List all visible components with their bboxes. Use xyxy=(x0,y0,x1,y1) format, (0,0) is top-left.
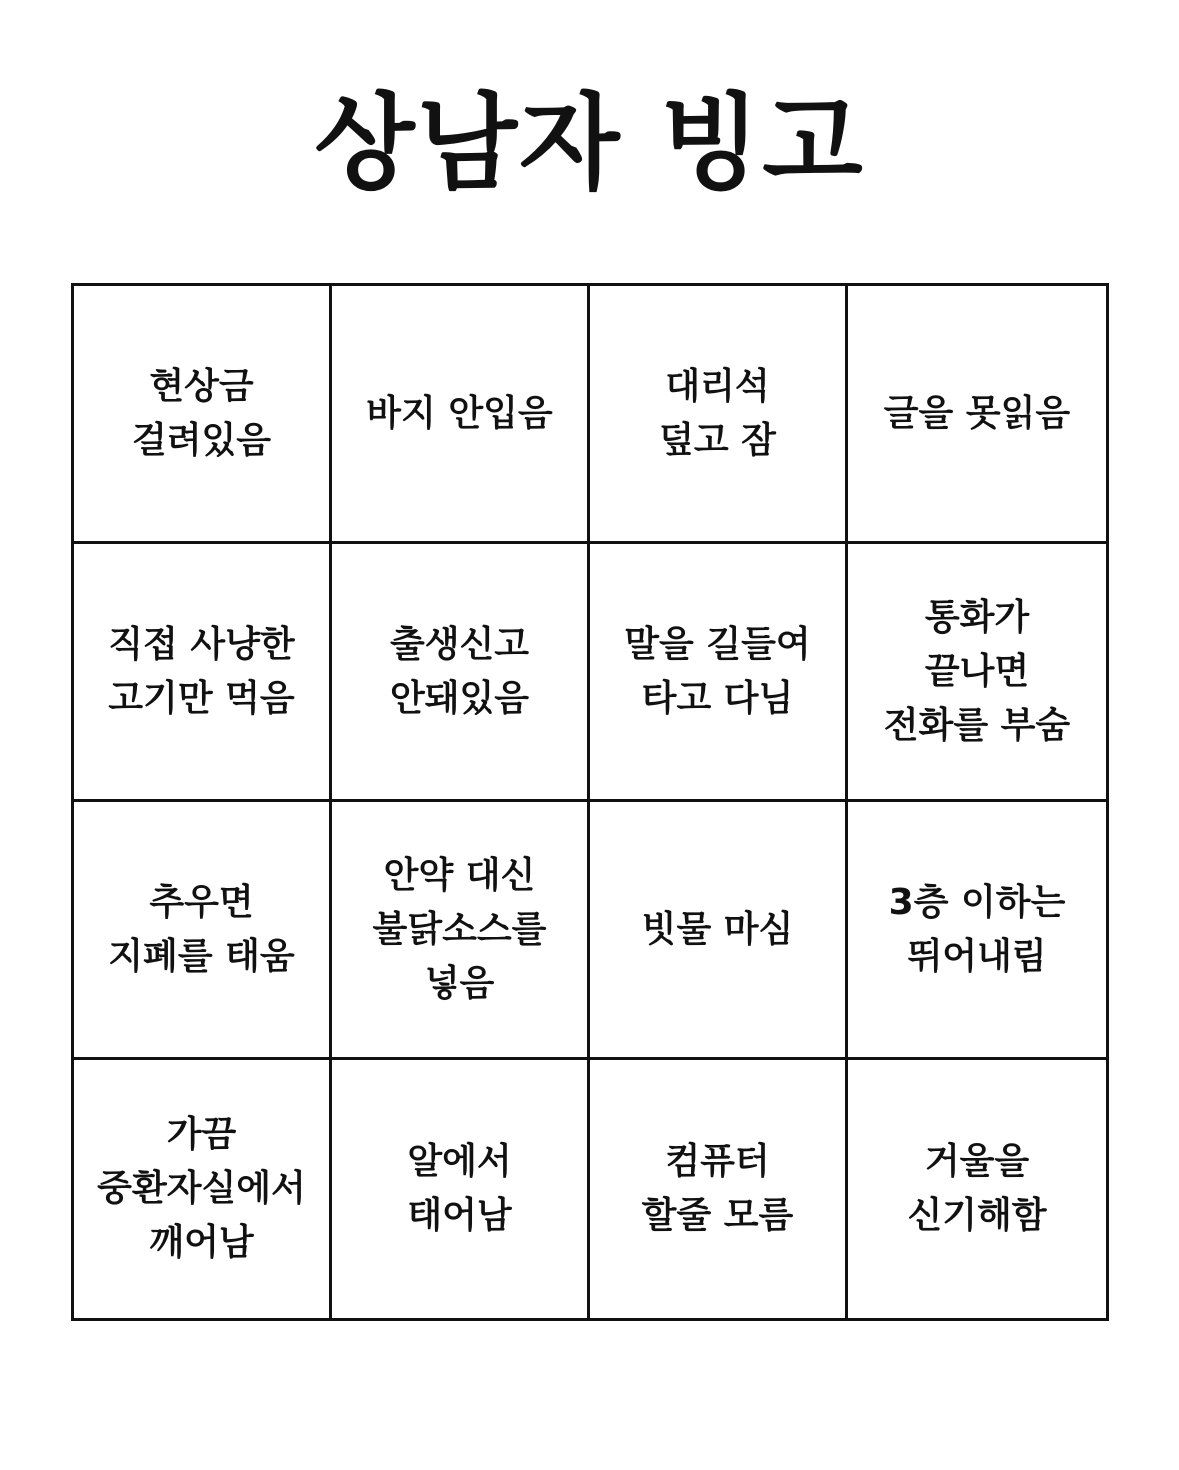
bingo-cell xyxy=(332,1060,590,1318)
bingo-cell xyxy=(590,1060,848,1318)
bingo-cell-text: 통화가 끝나면 전화를 부숨 xyxy=(883,596,1071,746)
bingo-cell xyxy=(74,544,332,802)
bingo-cell xyxy=(332,802,590,1060)
bingo-cell-text: 거울을 신기해함 xyxy=(907,1141,1047,1236)
bingo-cell-text: 추우면 지폐를 태움 xyxy=(108,881,295,977)
bingo-cell-text: 말을 길들여 타고 다님 xyxy=(624,623,811,719)
bingo-cell xyxy=(74,286,332,544)
bingo-cell-text: 직접 사냥한 고기만 먹음 xyxy=(108,623,295,719)
bingo-cell xyxy=(848,544,1106,802)
bingo-cell xyxy=(848,802,1106,1060)
bingo-cell xyxy=(590,544,848,802)
bingo-cell-text: 컴퓨터 할줄 모름 xyxy=(641,1141,794,1236)
bingo-cell xyxy=(590,286,848,544)
bingo-cell-text: 가끔 중환자실에서 깨어남 xyxy=(97,1114,306,1263)
bingo-cell xyxy=(332,544,590,802)
bingo-board xyxy=(71,283,1109,1321)
bingo-cell xyxy=(848,1060,1106,1318)
bingo-cell-text: 글을 못읽음 xyxy=(883,392,1071,434)
bingo-cell xyxy=(848,286,1106,544)
page-title: 상남자 빙고 xyxy=(314,82,865,204)
bingo-cell-text: 안약 대신 불닭소스를 넣음 xyxy=(372,854,547,1004)
bingo-cell-text: 출생신고 안돼있음 xyxy=(389,623,530,719)
bingo-cell xyxy=(74,1060,332,1318)
bingo-cell-text: 현상금 걸려있음 xyxy=(131,365,272,461)
bingo-cell-text: 빗물 마심 xyxy=(641,908,794,950)
bingo-cell-text: 알에서 태어남 xyxy=(407,1141,512,1236)
bingo-cell xyxy=(74,802,332,1060)
bingo-cell xyxy=(590,802,848,1060)
bingo-cell-text: 바지 안입음 xyxy=(366,392,553,434)
bingo-cell xyxy=(332,286,590,544)
bingo-cell-text: 대리석 덮고 잠 xyxy=(659,365,776,461)
bingo-cell-text: 3층 이하는 뛰어내림 xyxy=(888,881,1066,977)
